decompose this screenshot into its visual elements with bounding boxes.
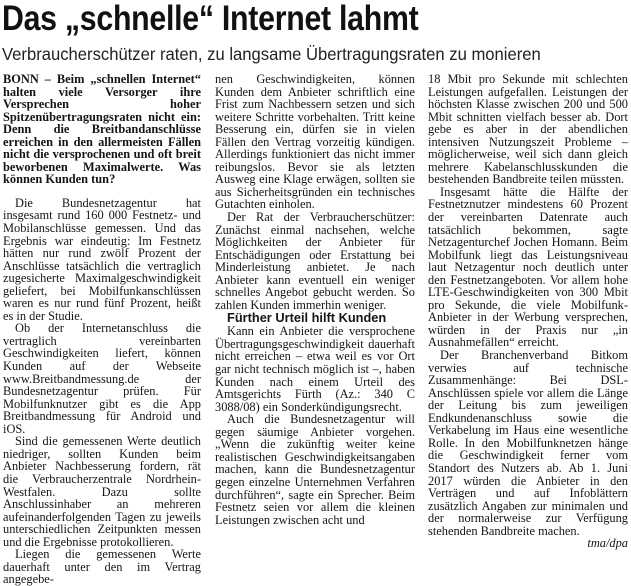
subheadline: Verbraucherschützer raten, zu langsame Übertragungsraten zu monieren: [2, 44, 541, 64]
body-paragraph: Insgesamt hätte die Hälfte der Festnetznutzer mindestens 60 Prozent der vereinbarten Datenrate auch tatsächlich bekommen, sagte Netzagenturchef Jochen Homann. Beim Mobilfunk liegt das Leistungsniveau laut Netzagentur noch deutlich unter den Festnetzangeboten. Vor allem hohe LTE-Geschwindigkeiten von 300 Mbit pro Sekunde, die viele Mobilfunk-Anbieter in der Werbung versprechen, würden in der Praxis nur „in Ausnahmefällen“ erreicht.: [428, 184, 628, 350]
body-paragraph: Die Bundesnetzagentur hat insgesamt rund 160 000 Festnetz- und Mobilanschlüsse gemessen. Und das Ergebnis war eindeutig: Im Festnetz hätten nur rund zwölf Prozent der Anschlüsse tatsächlich die vertraglich zugesicherte Maximalgeschwindigkeit geliefert, bei Mobilfunkanschlüssen waren es nur rund fünf Prozent, heißt es in der Studie.: [3, 195, 201, 323]
article-column-1: [3, 72, 201, 586]
body-paragraph: 18 Mbit pro Sekunde mit schlechten Leistungen aufgefallen. Leistungen der höchsten Klasse zwischen 200 und 500 Mbit schnitten vielfach besser ab. Dort gebe es aber in der abendlichen intensiven Nutzungszeit Probleme – möglicherweise, weil sich dann gleich mehrere Kabelanschlusskunden die bestehenden Bandbreite teilen müssten.: [428, 72, 628, 187]
body-paragraph: Auch die Bundesnetzagentur will gegen säumige Anbieter vorgehen. „Wenn die zukünftig weiter keine realistischen Geschwindigkeitsangaben machen, kann die Bundesnetzagentur gegen einzelne Unternehmen Verfahren durchführen“, sagte ein Sprecher. Beim Festnetz seien vor allem die kleinen Leistungen zwischen acht und: [215, 412, 415, 527]
body-paragraph: Ob der Internetanschluss die vertraglich vereinbarten Geschwindigkeiten liefert, können Kunden auf der Webseite www.Breitbandmessung.de der Bundesnetzagentur prüfen. Für Mobilfunknutzer gibt es die App Breitbandmessung für Android und iOS.: [3, 321, 201, 436]
body-paragraph: Der Rat der Verbraucherschützer: Zunächst einmal nachsehen, welche Möglichkeiten der Anbieter für Entschädigungen oder Erstattung bei Minderleistung anbietet. Je nach Anbieter kann eventuell ein weniger schnelles Angebot gebucht werden. So zahlen Kunden immerhin weniger.: [215, 210, 415, 312]
body-paragraph-text: Der Branchenverband Bitkom verwies auf technische Zusammenhänge: Bei DSL-Anschlüssen spiele vor allem die Länge der Leitung bis zum jeweiligen Endkundenanschluss sowie die Verkabelung im Haus eine wesentliche Rolle. In den Mobilfunknetzen hänge die Geschwindigkeit ferner vom Standort des Nutzers ab. Ab 1. Juni 2017 würden die Anbieter in den Verträgen und auf Infoblättern zusätzlich Angaben zur minimalen und der normalerweise zur Verfügung stehenden Bandbreite machen.: [428, 348, 628, 538]
body-paragraph: Liegen die gemessenen Werte dauerhaft unter den im Vertrag angegebe-: [3, 547, 201, 586]
body-paragraph: nen Geschwindigkeiten, können Kunden dem Anbieter schriftlich eine Frist zum Nachbessern setzen und sich weitere Schritte vorbehalten. Tritt keine Besserung ein, dürfen sie in vielen Fällen den Vertrag vorzeitig kündigen. Allerdings funktioniert das nicht immer reibungslos. Bevor sie als letzten Ausweg eine Klage erwägen, sollten sie aus Sicherheitsgründen ein technisches Gutachten einholen.: [215, 72, 415, 212]
headline: Das „schnelle“ Internet lahmt: [2, 0, 419, 38]
author-credit: tma/dpa: [587, 536, 628, 551]
body-paragraph: Sind die gemessenen Werte deutlich niedriger, sollten Kunden beim Anbieter Nachbesserung fordern, rät die Verbraucherzentrale Nordrhein-Westfalen. Dazu sollte Anschlussinhaber an mehreren aufeinanderfolgenden Tagen zu jeweils unterschiedlichen Zeitpunkten messen und die Ergebnisse protokollieren.: [3, 434, 201, 549]
body-paragraph: Kann ein Anbieter die versprochene Übertragungsgeschwindigkeit dauerhaft nicht erreichen – etwa weil es vor Ort gar nicht technisch möglich ist –, haben Kunden nach einem Urteil des Amtsgerichts Fürth (Az.: 340 C 3088/08) ein Sonderkündigungsrecht.: [215, 324, 415, 414]
lead-paragraph: BONN – Beim „schnellen Internet“ halten viele Versorger ihre Versprechen hoher Spitzenübertragungsraten nicht ein: Denn die Breitbandanschlüsse erreichen in den allermeisten Fällen nicht die versprochenen und oft breit beworbenen Maximalwerte. Was können Kunden tun?: [3, 72, 201, 187]
article-column-2: [215, 72, 415, 527]
article-column-3: [428, 72, 628, 551]
section-subtitle: Fürther Urteil hilft Kunden: [227, 310, 387, 326]
body-paragraph: [428, 348, 628, 551]
